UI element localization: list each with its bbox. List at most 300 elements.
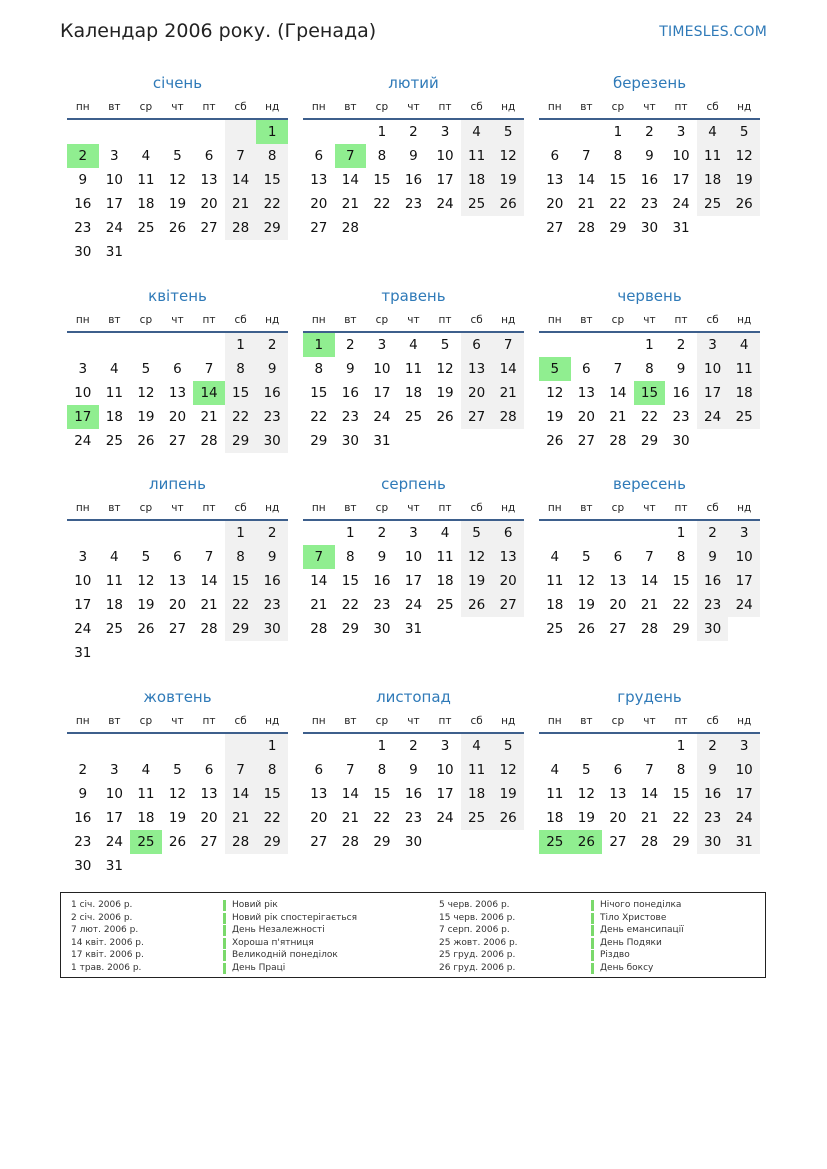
weekday-label: ср <box>375 502 389 514</box>
empty-day-cell <box>256 240 288 264</box>
holiday-day-cell: 25 <box>539 830 571 854</box>
legend-row <box>439 924 684 937</box>
day-cell: 23 <box>697 806 729 830</box>
holiday-day-cell: 5 <box>539 357 571 381</box>
day-cell: 21 <box>341 196 359 212</box>
days-grid <box>303 734 524 854</box>
day-cell: 28 <box>200 433 218 449</box>
empty-day-cell <box>461 429 493 453</box>
weekday-header <box>303 497 524 521</box>
day-cell: 3 <box>697 333 729 357</box>
weekday-label: нд <box>265 502 280 514</box>
day-cell: 26 <box>137 433 155 449</box>
weekday-label: пт <box>202 715 216 727</box>
day-cell: 24 <box>436 810 454 826</box>
day-cell: 6 <box>314 148 324 164</box>
day-cell: 10 <box>728 545 760 569</box>
day-cell: 26 <box>492 192 524 216</box>
month-name: червень <box>617 287 682 305</box>
day-cell: 14 <box>310 573 328 589</box>
day-cell: 8 <box>256 758 288 782</box>
weekday-label: вт <box>344 101 357 113</box>
day-cell: 19 <box>577 810 595 826</box>
empty-day-cell <box>130 333 162 357</box>
day-cell: 19 <box>546 409 564 425</box>
day-cell: 25 <box>461 192 493 216</box>
empty-day-cell <box>130 641 162 665</box>
day-cell: 9 <box>697 545 729 569</box>
day-cell: 14 <box>341 786 359 802</box>
holiday-day-cell: 1 <box>256 120 288 144</box>
month-block <box>67 471 288 665</box>
legend-row <box>439 962 684 975</box>
weekday-label: пт <box>202 101 216 113</box>
empty-day-cell <box>602 734 634 758</box>
day-cell: 29 <box>341 621 359 637</box>
weekday-label: нд <box>737 314 752 326</box>
empty-day-cell <box>130 240 162 264</box>
day-cell: 17 <box>728 782 760 806</box>
weekday-label: нд <box>501 502 516 514</box>
day-cell: 17 <box>105 810 123 826</box>
day-cell: 3 <box>377 337 387 353</box>
day-cell: 5 <box>582 549 591 565</box>
day-cell: 28 <box>640 834 659 850</box>
weekday-header <box>67 497 288 521</box>
empty-day-cell <box>99 521 131 545</box>
day-cell: 9 <box>697 758 729 782</box>
empty-day-cell <box>429 830 461 854</box>
legend-holiday-name: День емансипації <box>600 925 684 936</box>
empty-day-cell <box>162 240 194 264</box>
day-cell: 4 <box>461 734 493 758</box>
day-cell: 5 <box>582 762 591 778</box>
day-cell: 29 <box>640 433 659 449</box>
weekday-label: чт <box>407 314 420 326</box>
day-cell: 8 <box>346 549 355 565</box>
holiday-day-cell: 14 <box>193 381 225 405</box>
holiday-legend <box>60 892 766 978</box>
day-cell: 11 <box>436 549 454 565</box>
weekday-label: чт <box>643 715 656 727</box>
day-cell: 13 <box>609 573 627 589</box>
empty-day-cell <box>461 216 493 240</box>
day-cell: 1 <box>256 734 288 758</box>
empty-day-cell <box>162 333 194 357</box>
day-cell: 25 <box>546 621 564 637</box>
empty-day-cell <box>539 333 571 357</box>
day-cell: 27 <box>200 220 218 236</box>
legend-row <box>439 937 684 950</box>
day-cell: 18 <box>728 381 760 405</box>
day-cell: 2 <box>645 124 654 140</box>
day-cell: 16 <box>697 569 729 593</box>
day-cell: 1 <box>225 333 257 357</box>
day-cell: 23 <box>697 593 729 617</box>
day-cell: 27 <box>609 834 627 850</box>
day-cell: 13 <box>200 786 218 802</box>
day-cell: 15 <box>341 573 359 589</box>
weekday-label: пн <box>311 715 326 727</box>
day-cell: 23 <box>256 593 288 617</box>
days-grid <box>67 521 288 665</box>
weekday-label: чт <box>171 715 184 727</box>
day-cell: 19 <box>577 597 595 613</box>
empty-day-cell <box>130 854 162 878</box>
day-cell: 15 <box>672 573 690 589</box>
day-cell: 24 <box>728 806 760 830</box>
day-cell: 12 <box>436 361 454 377</box>
day-cell: 13 <box>577 385 595 401</box>
legend-row <box>71 912 357 925</box>
day-cell: 12 <box>137 573 155 589</box>
weekday-label: пн <box>311 314 326 326</box>
empty-day-cell <box>67 120 99 144</box>
weekday-header <box>303 309 524 333</box>
legend-holiday-name: Хороша п'ятниця <box>232 937 314 948</box>
weekday-label: сб <box>234 502 247 514</box>
day-cell: 29 <box>256 830 288 854</box>
day-cell: 3 <box>728 734 760 758</box>
legend-row <box>71 949 357 962</box>
weekday-label: ср <box>375 314 389 326</box>
day-cell: 8 <box>613 148 623 164</box>
weekday-label: ср <box>139 715 153 727</box>
empty-day-cell <box>571 120 603 144</box>
weekday-header <box>303 96 524 120</box>
day-cell: 29 <box>256 216 288 240</box>
day-cell: 8 <box>377 762 387 778</box>
day-cell: 10 <box>105 786 123 802</box>
legend-row <box>439 899 684 912</box>
day-cell: 21 <box>577 196 595 212</box>
day-cell: 16 <box>672 385 690 401</box>
month-block <box>303 684 524 854</box>
day-cell: 22 <box>640 409 659 425</box>
weekday-label: вт <box>344 314 357 326</box>
legend-holiday-name: Різдво <box>600 950 630 961</box>
day-cell: 30 <box>697 830 729 854</box>
day-cell: 27 <box>546 220 564 236</box>
day-cell: 12 <box>577 573 595 589</box>
day-cell: 13 <box>310 172 328 188</box>
day-cell: 2 <box>697 521 729 545</box>
day-cell: 13 <box>200 172 218 188</box>
month-block <box>303 70 524 240</box>
day-cell: 25 <box>404 409 423 425</box>
day-cell: 24 <box>436 196 454 212</box>
legend-holiday-name: Новий рік <box>232 900 278 910</box>
empty-day-cell <box>539 734 571 758</box>
day-cell: 25 <box>728 405 760 429</box>
day-cell: 9 <box>409 762 418 778</box>
day-cell: 15 <box>310 385 328 401</box>
weekday-label: ср <box>139 101 153 113</box>
weekday-label: чт <box>171 314 184 326</box>
empty-day-cell <box>193 521 225 545</box>
empty-day-cell <box>335 120 367 144</box>
empty-day-cell <box>728 216 760 240</box>
day-cell: 7 <box>204 549 214 565</box>
legend-date: 15 черв. 2006 р. <box>439 912 516 923</box>
day-cell: 26 <box>461 593 493 617</box>
day-cell: 16 <box>256 569 288 593</box>
empty-day-cell <box>130 120 162 144</box>
site-brand-link[interactable]: TIMESLES.COM <box>659 24 767 40</box>
month-name: вересень <box>613 475 686 493</box>
day-cell: 28 <box>200 621 218 637</box>
day-cell: 12 <box>168 172 187 188</box>
empty-day-cell <box>539 120 571 144</box>
legend-marker <box>223 900 226 911</box>
legend-row <box>71 924 357 937</box>
day-cell: 27 <box>577 433 595 449</box>
day-cell: 1 <box>346 525 355 541</box>
legend-date: 7 серп. 2006 р. <box>439 925 510 936</box>
day-cell: 16 <box>74 810 92 826</box>
day-cell: 27 <box>609 621 627 637</box>
day-cell: 16 <box>341 385 359 401</box>
empty-day-cell <box>162 641 194 665</box>
day-cell: 26 <box>168 834 187 850</box>
day-cell: 22 <box>373 196 391 212</box>
weekday-label: пт <box>674 101 688 113</box>
day-cell: 19 <box>436 385 454 401</box>
day-cell: 25 <box>105 621 123 637</box>
day-cell: 3 <box>110 148 119 164</box>
day-cell: 9 <box>645 148 654 164</box>
weekday-label: нд <box>737 502 752 514</box>
day-cell: 29 <box>609 220 627 236</box>
weekday-label: сб <box>470 715 483 727</box>
day-cell: 9 <box>676 361 686 377</box>
empty-day-cell <box>193 641 225 665</box>
legend-date: 25 груд. 2006 р. <box>439 950 516 961</box>
day-cell: 29 <box>672 621 690 637</box>
month-block <box>539 684 760 854</box>
day-cell: 4 <box>110 549 119 565</box>
day-cell: 4 <box>461 120 493 144</box>
day-cell: 17 <box>373 385 391 401</box>
day-cell: 3 <box>78 361 88 377</box>
day-cell: 17 <box>74 597 92 613</box>
day-cell: 12 <box>168 786 187 802</box>
legend-holiday-name: День боксу <box>600 962 654 973</box>
weekday-label: чт <box>643 314 656 326</box>
day-cell: 21 <box>310 597 328 613</box>
day-cell: 7 <box>225 144 257 168</box>
month-name: лютий <box>388 74 439 92</box>
legend-date: 5 черв. 2006 р. <box>439 900 510 910</box>
day-cell: 27 <box>200 834 218 850</box>
empty-day-cell <box>67 521 99 545</box>
day-cell: 24 <box>672 196 690 212</box>
empty-day-cell <box>697 216 729 240</box>
day-cell: 28 <box>577 220 595 236</box>
day-cell: 23 <box>404 196 423 212</box>
day-cell: 15 <box>256 168 288 192</box>
legend-holiday-name: Новий рік спостерігається <box>232 912 358 923</box>
empty-day-cell <box>99 333 131 357</box>
legend-marker <box>591 900 594 911</box>
day-cell: 10 <box>436 762 454 778</box>
empty-day-cell <box>571 521 603 545</box>
weekday-header <box>67 96 288 120</box>
day-cell: 12 <box>461 545 493 569</box>
day-cell: 20 <box>200 810 218 826</box>
day-cell: 6 <box>173 549 182 565</box>
day-cell: 27 <box>492 593 524 617</box>
empty-day-cell <box>225 641 257 665</box>
day-cell: 22 <box>256 192 288 216</box>
day-cell: 13 <box>461 357 493 381</box>
weekday-label: пт <box>438 314 452 326</box>
day-cell: 31 <box>105 858 123 874</box>
empty-day-cell <box>335 734 367 758</box>
empty-day-cell <box>571 333 603 357</box>
month-block <box>67 283 288 453</box>
day-cell: 4 <box>697 120 729 144</box>
day-cell: 5 <box>141 549 151 565</box>
empty-day-cell <box>225 734 257 758</box>
empty-day-cell <box>193 240 225 264</box>
day-cell: 22 <box>609 196 627 212</box>
empty-day-cell <box>602 333 634 357</box>
day-cell: 7 <box>645 762 654 778</box>
day-cell: 15 <box>256 782 288 806</box>
weekday-header <box>303 710 524 734</box>
day-cell: 5 <box>492 120 524 144</box>
day-cell: 20 <box>461 381 493 405</box>
day-cell: 30 <box>341 433 359 449</box>
day-cell: 21 <box>609 409 627 425</box>
day-cell: 13 <box>168 385 187 401</box>
empty-day-cell <box>634 521 666 545</box>
month-name: серпень <box>381 475 446 493</box>
day-cell: 22 <box>225 405 257 429</box>
day-cell: 4 <box>440 525 450 541</box>
legend-date: 7 лют. 2006 р. <box>71 925 139 936</box>
empty-day-cell <box>697 429 729 453</box>
day-cell: 21 <box>640 810 659 826</box>
weekday-label: пн <box>547 502 562 514</box>
weekday-label: ср <box>375 715 389 727</box>
weekday-label: пн <box>311 502 326 514</box>
day-cell: 16 <box>640 172 659 188</box>
day-cell: 20 <box>609 810 627 826</box>
empty-day-cell <box>99 641 131 665</box>
day-cell: 5 <box>173 762 182 778</box>
empty-day-cell <box>130 734 162 758</box>
month-block <box>539 283 760 453</box>
day-cell: 5 <box>728 120 760 144</box>
legend-column <box>71 899 357 975</box>
day-cell: 16 <box>373 573 391 589</box>
empty-day-cell <box>303 521 335 545</box>
day-cell: 20 <box>200 196 218 212</box>
day-cell: 13 <box>168 573 187 589</box>
day-cell: 10 <box>105 172 123 188</box>
day-cell: 5 <box>173 148 182 164</box>
day-cell: 19 <box>168 810 187 826</box>
day-cell: 24 <box>105 220 123 236</box>
month-block <box>539 471 760 641</box>
weekday-label: вт <box>580 715 593 727</box>
day-cell: 4 <box>141 148 151 164</box>
legend-holiday-name: День Подяки <box>600 937 662 948</box>
day-cell: 4 <box>550 549 560 565</box>
weekday-label: пт <box>674 715 688 727</box>
weekday-label: нд <box>501 715 516 727</box>
empty-day-cell <box>398 216 430 240</box>
day-cell: 23 <box>373 597 391 613</box>
empty-day-cell <box>728 617 760 641</box>
weekday-label: сб <box>706 314 719 326</box>
day-cell: 14 <box>577 172 595 188</box>
day-cell: 31 <box>404 621 423 637</box>
day-cell: 24 <box>728 593 760 617</box>
weekday-label: сб <box>706 715 719 727</box>
day-cell: 12 <box>492 144 524 168</box>
weekday-label: ср <box>375 101 389 113</box>
day-cell: 24 <box>105 834 123 850</box>
month-name: березень <box>612 74 687 92</box>
empty-day-cell <box>602 521 634 545</box>
weekday-label: нд <box>265 314 280 326</box>
day-cell: 22 <box>341 597 359 613</box>
day-cell: 9 <box>256 545 288 569</box>
day-cell: 16 <box>74 196 92 212</box>
legend-holiday-name: День Незалежності <box>232 925 325 936</box>
day-cell: 7 <box>582 148 591 164</box>
weekday-label: сб <box>470 101 483 113</box>
day-cell: 11 <box>137 172 155 188</box>
day-cell: 11 <box>546 786 564 802</box>
day-cell: 4 <box>110 361 119 377</box>
day-cell: 3 <box>440 738 450 754</box>
day-cell: 27 <box>310 834 328 850</box>
day-cell: 6 <box>461 333 493 357</box>
empty-day-cell <box>193 333 225 357</box>
days-grid <box>67 333 288 453</box>
weekday-label: сб <box>234 101 247 113</box>
day-cell: 19 <box>461 569 493 593</box>
day-cell: 13 <box>609 786 627 802</box>
day-cell: 22 <box>225 593 257 617</box>
weekday-label: пт <box>674 314 688 326</box>
day-cell: 23 <box>672 409 690 425</box>
holiday-day-cell: 7 <box>303 545 335 569</box>
weekday-label: вт <box>108 502 121 514</box>
day-cell: 5 <box>440 337 450 353</box>
weekday-label: чт <box>407 502 420 514</box>
legend-row <box>71 899 357 912</box>
weekday-header <box>539 497 760 521</box>
day-cell: 6 <box>492 521 524 545</box>
day-cell: 20 <box>310 810 328 826</box>
weekday-label: пт <box>202 502 216 514</box>
day-cell: 23 <box>341 409 359 425</box>
day-cell: 2 <box>78 762 88 778</box>
weekday-label: ср <box>611 314 625 326</box>
day-cell: 30 <box>74 858 92 874</box>
day-cell: 11 <box>404 361 423 377</box>
day-cell: 2 <box>346 337 355 353</box>
day-cell: 26 <box>577 621 595 637</box>
days-grid <box>539 521 760 641</box>
legend-row <box>439 949 684 962</box>
day-cell: 24 <box>74 433 92 449</box>
